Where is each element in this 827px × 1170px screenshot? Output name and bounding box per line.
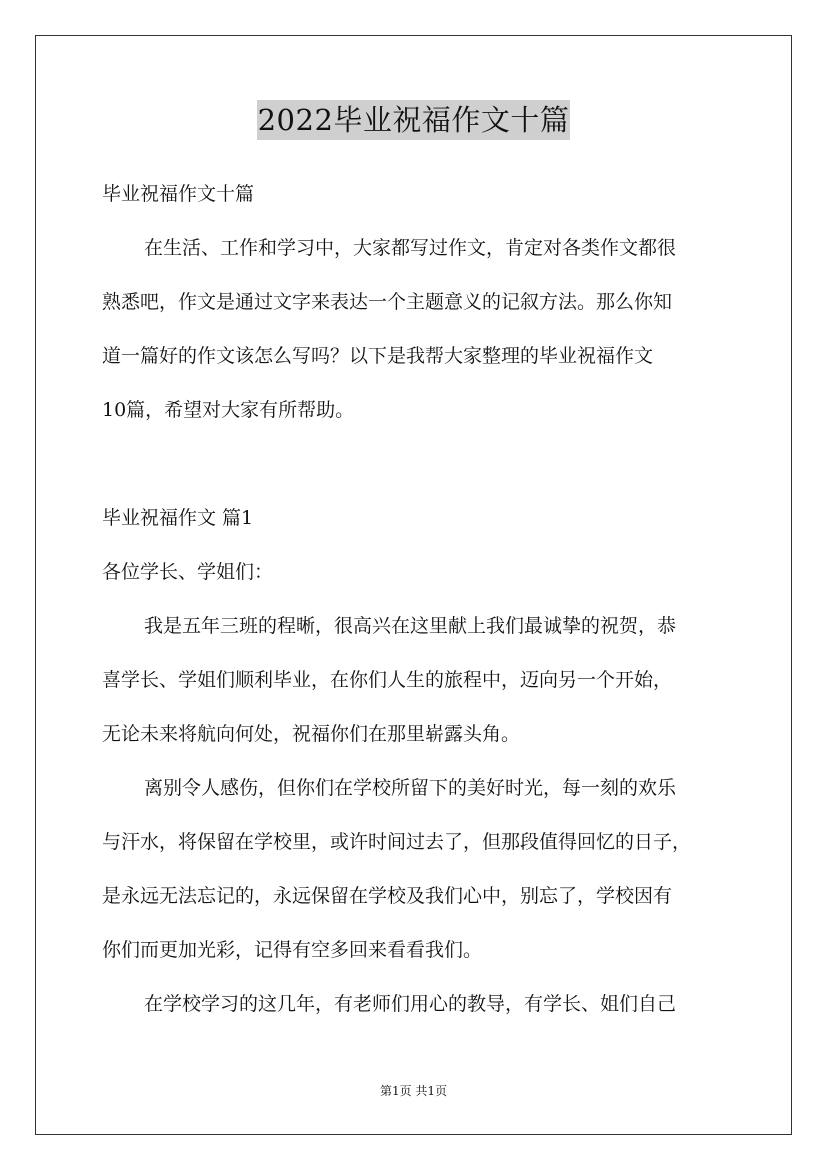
paragraph2-line-2: 与汗水，将保留在学校里，或许时间过去了，但那段值得回忆的日子， [102, 831, 692, 853]
greeting: 各位学长、学姐们： [102, 561, 274, 583]
document-title: 2022毕业祝福作文十篇 [257, 100, 571, 140]
intro-line-4: 10篇，希望对大家有所帮助。 [102, 399, 355, 421]
intro-line-3: 道一篇好的作文该怎么写吗？以下是我帮大家整理的毕业祝福作文 [102, 345, 654, 367]
intro-line-2: 熟悉吧，作文是通过文字来表达一个主题意义的记叙方法。那么你知 [102, 291, 673, 313]
paragraph2-line-4: 你们而更加光彩，记得有空多回来看看我们。 [102, 939, 483, 961]
paragraph1-line-1: 我是五年三班的程晰，很高兴在这里献上我们最诚挚的祝贺，恭 [144, 615, 677, 637]
page-footer: 第1页 共1页 [379, 1084, 448, 1098]
title-container [0, 100, 827, 140]
paragraph1-line-2: 喜学长、学姐们顺利毕业，在你们人生的旅程中，迈向另一个开始， [102, 669, 673, 691]
document-subtitle: 毕业祝福作文十篇 [102, 183, 255, 205]
paragraph2-line-3: 是永远无法忘记的，永远保留在学校及我们心中，别忘了，学校因有 [102, 885, 673, 907]
paragraph3-line-1: 在学校学习的这几年，有老师们用心的教导，有学长、姐们自己 [144, 993, 677, 1015]
paragraph1-line-3: 无论未来将航向何处，祝福你们在那里崭露头角。 [102, 723, 521, 745]
section-heading: 毕业祝福作文 篇1 [102, 507, 254, 529]
paragraph2-line-1: 离别令人感伤，但你们在学校所留下的美好时光，每一刻的欢乐 [144, 777, 677, 799]
intro-line-1: 在生活、工作和学习中，大家都写过作文，肯定对各类作文都很 [144, 237, 677, 259]
